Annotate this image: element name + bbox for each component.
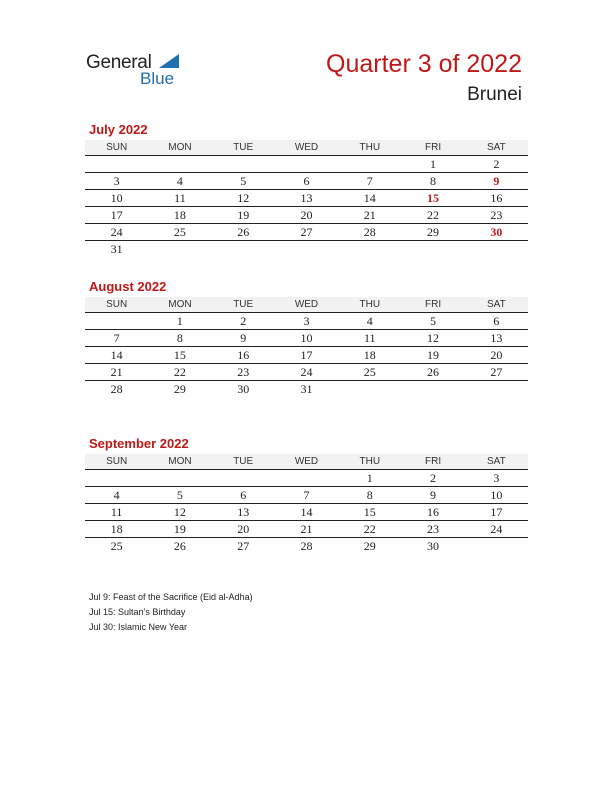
day-cell: 11: [85, 504, 148, 521]
week-row: [85, 381, 528, 398]
empty-day-cell: [338, 381, 401, 398]
empty-day-cell: [401, 241, 464, 258]
day-cell: 19: [212, 207, 275, 224]
day-cell: 13: [212, 504, 275, 521]
logo-general-text: General: [86, 52, 152, 73]
month-block-july: [85, 122, 528, 257]
day-cell: 27: [237, 538, 250, 553]
day-cell: 3: [85, 173, 148, 190]
week-row: [85, 504, 528, 521]
day-cell: 29: [401, 224, 464, 241]
empty-day-cell: [212, 156, 275, 173]
month-title: July 2022: [89, 122, 148, 137]
weekday-fri: FRI: [401, 297, 464, 313]
day-cell: 17: [85, 207, 148, 224]
empty-day-cell: [465, 241, 528, 258]
empty-day-cell: [465, 538, 528, 555]
weekday-fri: FRI: [401, 454, 464, 470]
empty-day-cell: [275, 156, 338, 173]
day-cell: 23: [212, 364, 275, 381]
day-cell: 30: [427, 538, 440, 553]
week-row: [85, 190, 528, 207]
day-cell: 5: [148, 487, 211, 504]
empty-day-cell: [338, 241, 401, 258]
day-cell: 31: [300, 381, 313, 396]
day-cell: 2: [212, 313, 275, 330]
day-cell: 3: [465, 470, 528, 487]
week-row: [85, 470, 528, 487]
day-cell: 5: [401, 313, 464, 330]
weekday-header-row: [85, 454, 528, 470]
month-block-september: [85, 436, 528, 554]
day-cell: 1: [338, 470, 401, 487]
empty-day-cell: [338, 156, 401, 173]
day-cell: 9: [212, 330, 275, 347]
weekday-fri: FRI: [401, 140, 464, 156]
day-cell: 1: [401, 156, 464, 173]
weekday-thu: THU: [338, 297, 401, 313]
day-cell: 25: [148, 224, 211, 241]
day-cell: 6: [212, 487, 275, 504]
day-cell: 21: [85, 364, 148, 381]
day-cell: 22: [401, 207, 464, 224]
day-cell: 31: [110, 241, 123, 256]
day-cell: 18: [338, 347, 401, 364]
weekday-sun: SUN: [85, 297, 148, 313]
day-cell: 27: [275, 224, 338, 241]
day-cell: 6: [465, 313, 528, 330]
day-cell: 20: [465, 347, 528, 364]
day-cell: 12: [401, 330, 464, 347]
day-cell: 15: [148, 347, 211, 364]
month-title: September 2022: [89, 436, 189, 451]
day-cell: 19: [148, 521, 211, 538]
day-cell: 1: [148, 313, 211, 330]
day-cell: 11: [338, 330, 401, 347]
day-cell: 20: [212, 521, 275, 538]
holiday-notes: [89, 590, 253, 635]
day-cell: 8: [338, 487, 401, 504]
day-cell: 5: [212, 173, 275, 190]
weekday-thu: THU: [338, 454, 401, 470]
weekday-sat: SAT: [465, 297, 528, 313]
week-row: [85, 156, 528, 173]
weekday-header-row: [85, 297, 528, 313]
holiday-day-cell: 30: [465, 224, 528, 241]
weekday-wed: WED: [275, 454, 338, 470]
week-row: [85, 173, 528, 190]
day-cell: 24: [85, 224, 148, 241]
holiday-note: Jul 15: Sultan’s Birthday: [89, 607, 186, 617]
day-cell: 2: [465, 156, 528, 173]
month-title: August 2022: [89, 279, 167, 294]
day-cell: 21: [275, 521, 338, 538]
day-cell: 10: [465, 487, 528, 504]
day-cell: 19: [401, 347, 464, 364]
day-cell: 7: [85, 330, 148, 347]
country-name: Brunei: [467, 84, 522, 105]
week-row: [85, 224, 528, 241]
empty-day-cell: [212, 241, 275, 258]
day-cell: 26: [212, 224, 275, 241]
day-cell: 16: [465, 190, 528, 207]
day-cell: 13: [465, 330, 528, 347]
weekday-tue: TUE: [212, 140, 275, 156]
weekday-sat: SAT: [465, 454, 528, 470]
empty-day-cell: [275, 470, 338, 487]
weekday-mon: MON: [148, 140, 211, 156]
day-cell: 20: [275, 207, 338, 224]
week-row: [85, 330, 528, 347]
day-cell: 11: [148, 190, 211, 207]
day-cell: 12: [212, 190, 275, 207]
empty-day-cell: [465, 381, 528, 398]
day-cell: 25: [338, 364, 401, 381]
day-cell: 23: [465, 207, 528, 224]
day-cell: 10: [275, 330, 338, 347]
day-cell: 6: [275, 173, 338, 190]
day-cell: 26: [401, 364, 464, 381]
day-cell: 9: [401, 487, 464, 504]
logo: [86, 52, 196, 92]
day-cell: 7: [275, 487, 338, 504]
day-cell: 18: [85, 521, 148, 538]
empty-day-cell: [85, 313, 148, 330]
page-title: Quarter 3 of 2022: [326, 50, 522, 78]
weekday-mon: MON: [148, 297, 211, 313]
day-cell: 7: [338, 173, 401, 190]
empty-day-cell: [148, 470, 211, 487]
day-cell: 13: [275, 190, 338, 207]
week-row: [85, 241, 528, 258]
day-cell: 17: [275, 347, 338, 364]
day-cell: 4: [338, 313, 401, 330]
week-row: [85, 207, 528, 224]
empty-day-cell: [85, 470, 148, 487]
week-row: [85, 538, 528, 555]
calendar-table: [85, 454, 528, 554]
weekday-wed: WED: [275, 140, 338, 156]
weekday-mon: MON: [148, 454, 211, 470]
day-cell: 4: [85, 487, 148, 504]
empty-day-cell: [275, 241, 338, 258]
holiday-note: Jul 9: Feast of the Sacrifice (Eid al-Adha): [89, 592, 253, 602]
empty-day-cell: [148, 156, 211, 173]
weekday-sun: SUN: [85, 140, 148, 156]
week-row: [85, 313, 528, 330]
day-cell: 17: [465, 504, 528, 521]
week-row: [85, 521, 528, 538]
day-cell: 27: [465, 364, 528, 381]
week-row: [85, 487, 528, 504]
day-cell: 8: [148, 330, 211, 347]
day-cell: 16: [401, 504, 464, 521]
week-row: [85, 364, 528, 381]
day-cell: 28: [300, 538, 313, 553]
weekday-thu: THU: [338, 140, 401, 156]
day-cell: 10: [85, 190, 148, 207]
day-cell: 29: [363, 538, 376, 553]
month-block-august: [85, 279, 528, 397]
weekday-tue: TUE: [212, 297, 275, 313]
weekday-tue: TUE: [212, 454, 275, 470]
day-cell: 24: [465, 521, 528, 538]
day-cell: 4: [148, 173, 211, 190]
triangle-flag-icon: [159, 54, 179, 68]
day-cell: 14: [85, 347, 148, 364]
holiday-note: Jul 30: Islamic New Year: [89, 622, 188, 632]
empty-day-cell: [85, 156, 148, 173]
day-cell: 21: [338, 207, 401, 224]
empty-day-cell: [212, 470, 275, 487]
weekday-sat: SAT: [465, 140, 528, 156]
day-cell: 8: [401, 173, 464, 190]
logo-blue-text: Blue: [140, 69, 175, 88]
calendar-table: [85, 297, 528, 397]
day-cell: 22: [338, 521, 401, 538]
holiday-day-cell: 15: [401, 190, 464, 207]
day-cell: 25: [110, 538, 123, 553]
day-cell: 24: [275, 364, 338, 381]
day-cell: 26: [173, 538, 186, 553]
day-cell: 16: [212, 347, 275, 364]
day-cell: 3: [275, 313, 338, 330]
weekday-wed: WED: [275, 297, 338, 313]
empty-day-cell: [401, 381, 464, 398]
day-cell: 22: [148, 364, 211, 381]
holiday-day-cell: 9: [465, 173, 528, 190]
empty-day-cell: [148, 241, 211, 258]
day-cell: 28: [110, 381, 123, 396]
day-cell: 18: [148, 207, 211, 224]
day-cell: 15: [338, 504, 401, 521]
day-cell: 23: [401, 521, 464, 538]
day-cell: 28: [338, 224, 401, 241]
day-cell: 2: [401, 470, 464, 487]
day-cell: 14: [275, 504, 338, 521]
calendar-table: [85, 140, 528, 257]
weekday-header-row: [85, 140, 528, 156]
day-cell: 30: [237, 381, 250, 396]
day-cell: 12: [148, 504, 211, 521]
day-cell: 14: [338, 190, 401, 207]
week-row: [85, 347, 528, 364]
day-cell: 29: [173, 381, 186, 396]
weekday-sun: SUN: [85, 454, 148, 470]
